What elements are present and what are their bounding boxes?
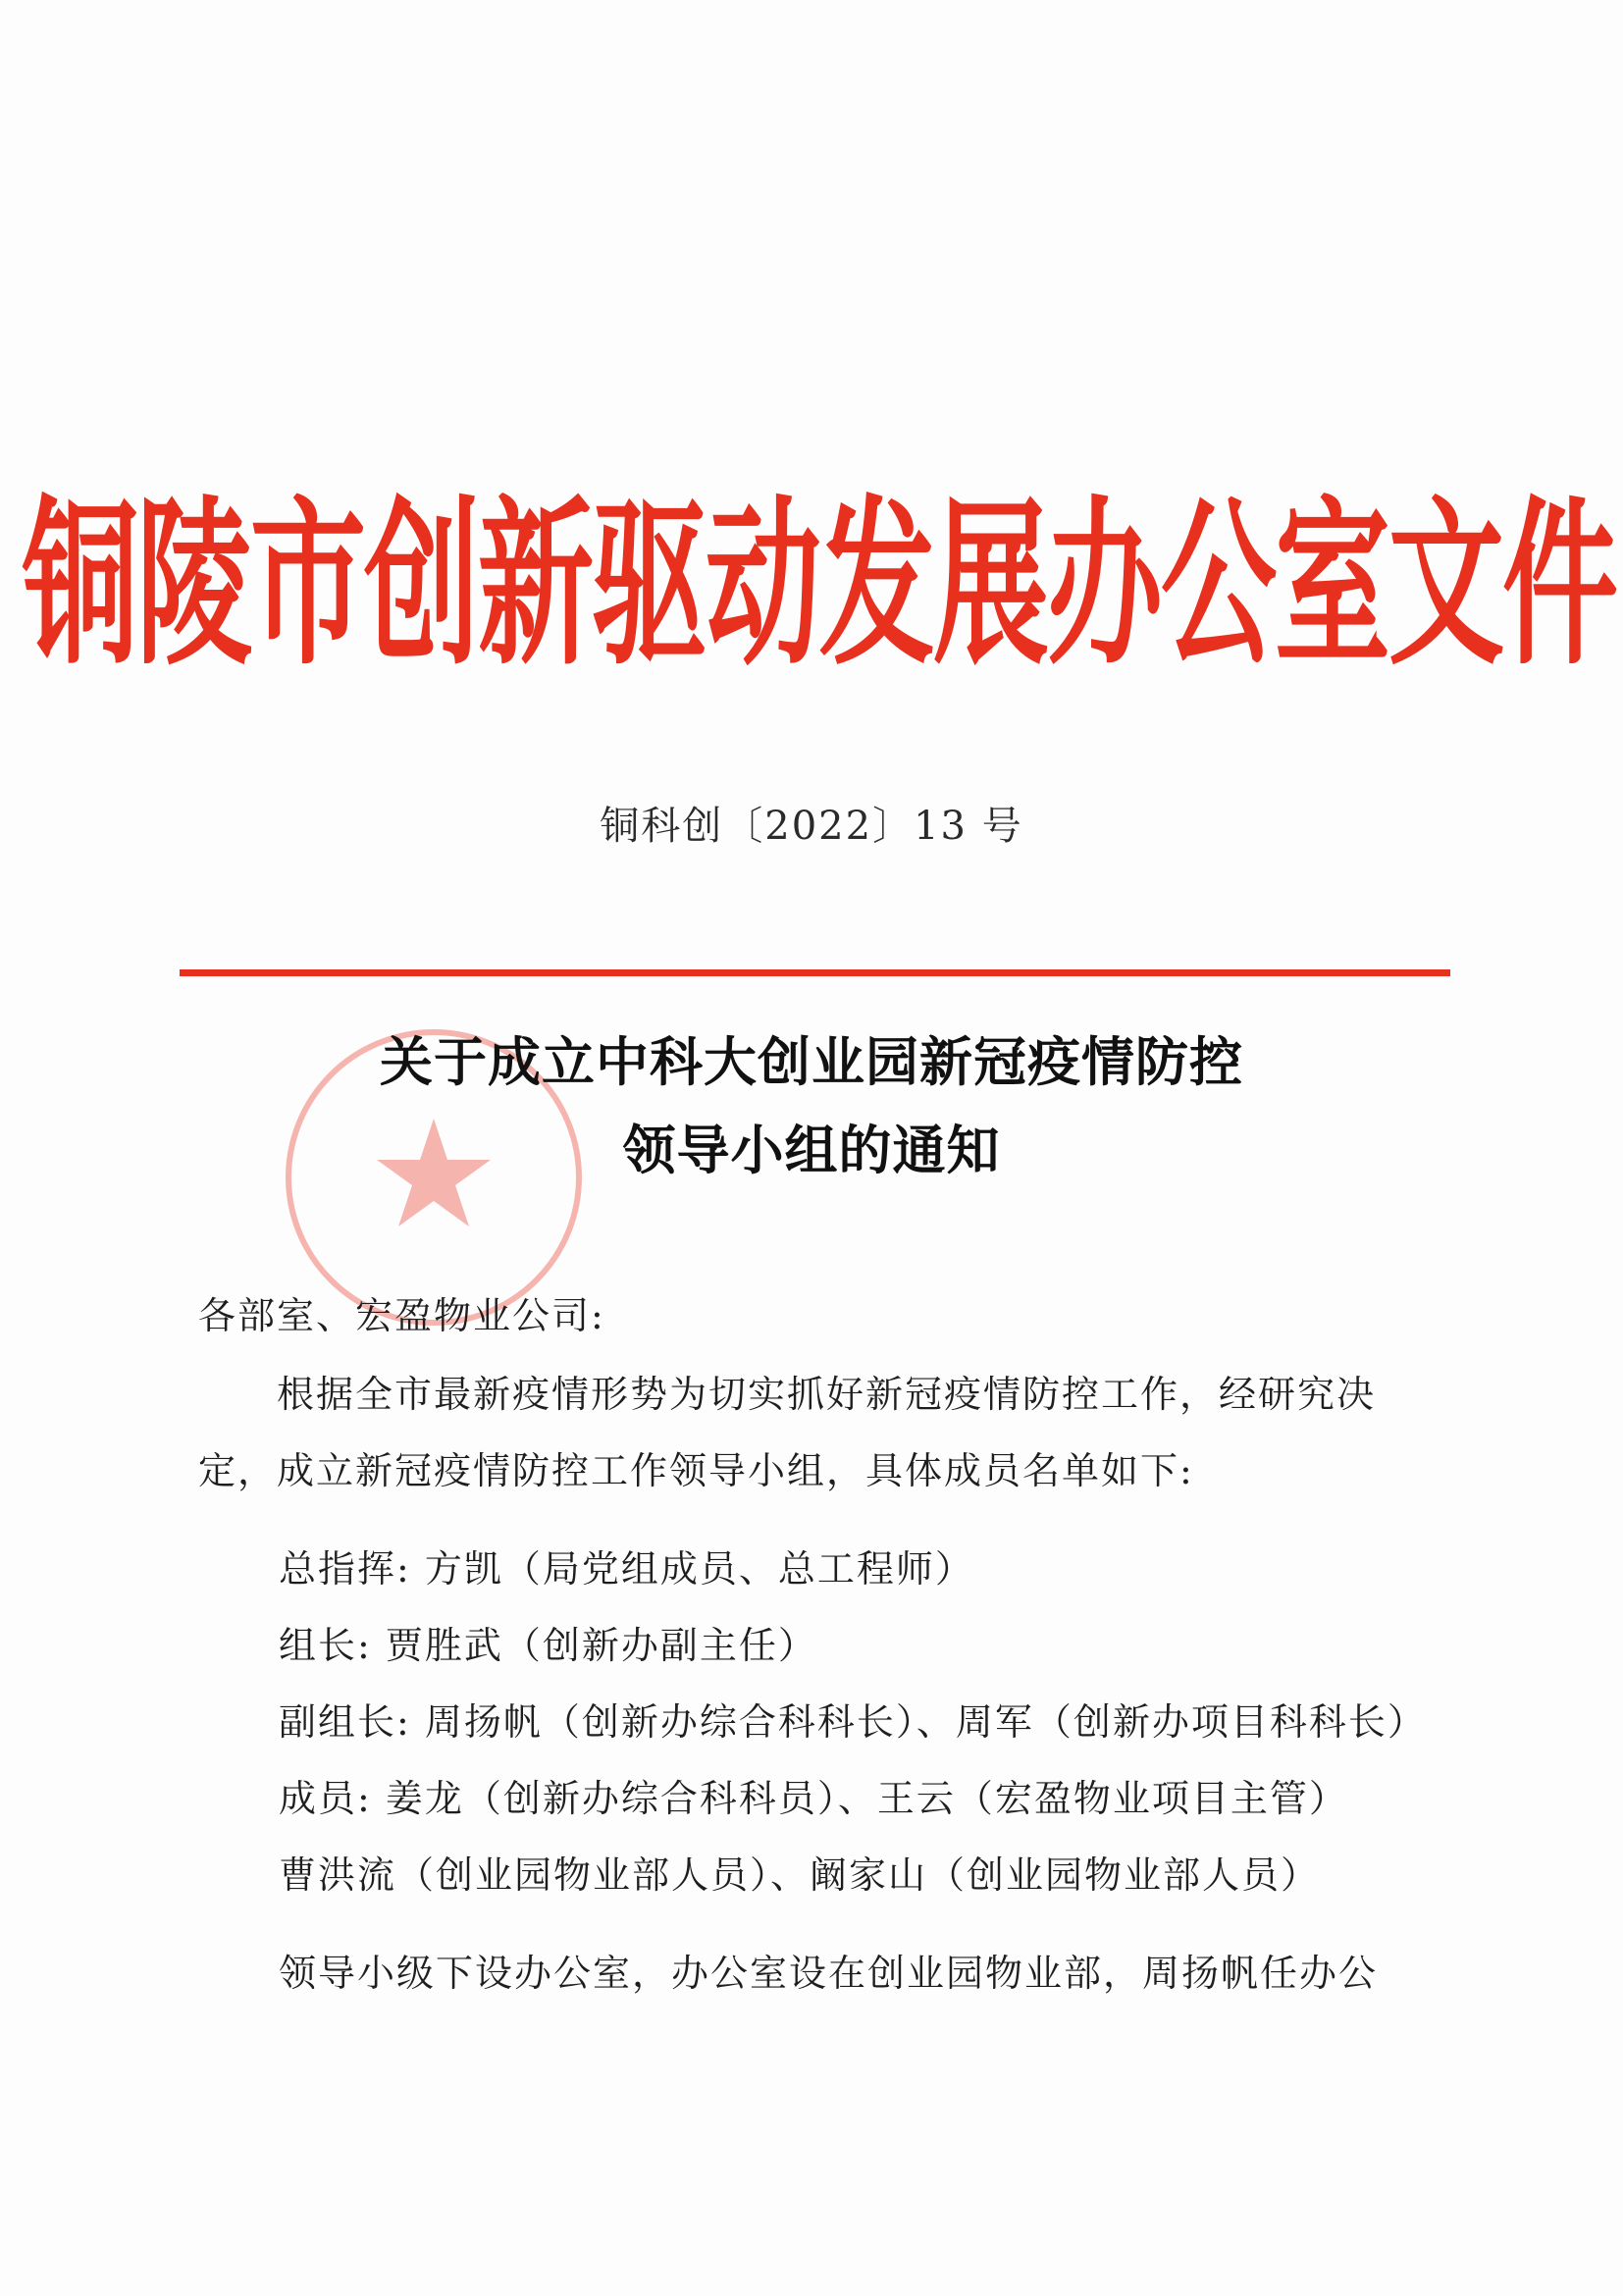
- paragraph-1-line-1: 根据全市最新疫情形势为切实抓好新冠疫情防控工作，经研究决: [277, 1373, 1377, 1416]
- masthead-title: 铜陵市创新驱动发展办公室文件: [23, 479, 1617, 690]
- member-leader: 组长: 贾胜武（创新办副主任）: [279, 1624, 817, 1667]
- document-number: 铜科创〔2022〕13 号: [600, 804, 1023, 849]
- member-deputy-leaders: 副组长: 周扬帆（创新办综合科科长）、周军（创新办项目科科长）: [279, 1700, 1427, 1744]
- member-commander: 总指挥: 方凯（局党组成员、总工程师）: [279, 1547, 974, 1591]
- paragraph-2: 领导小级下设办公室，办公室设在创业园物业部，周扬帆任办公: [279, 1952, 1379, 1995]
- notice-title-line-1: 关于成立中科大创业园新冠疫情防控: [380, 1031, 1243, 1093]
- member-members-line-2: 曹洪流（创业园物业部人员）、阚家山（创业园物业部人员）: [279, 1853, 1321, 1897]
- salutation: 各部室、宏盈物业公司:: [198, 1294, 605, 1337]
- paragraph-1-line-2: 定，成立新冠疫情防控工作领导小组，具体成员名单如下:: [198, 1449, 1194, 1492]
- red-divider-line: [180, 969, 1450, 976]
- notice-title-line-2: 领导小组的通知: [622, 1120, 1001, 1181]
- member-members-line-1: 成员: 姜龙（创新办综合科科员）、王云（宏盈物业项目主管）: [279, 1777, 1348, 1820]
